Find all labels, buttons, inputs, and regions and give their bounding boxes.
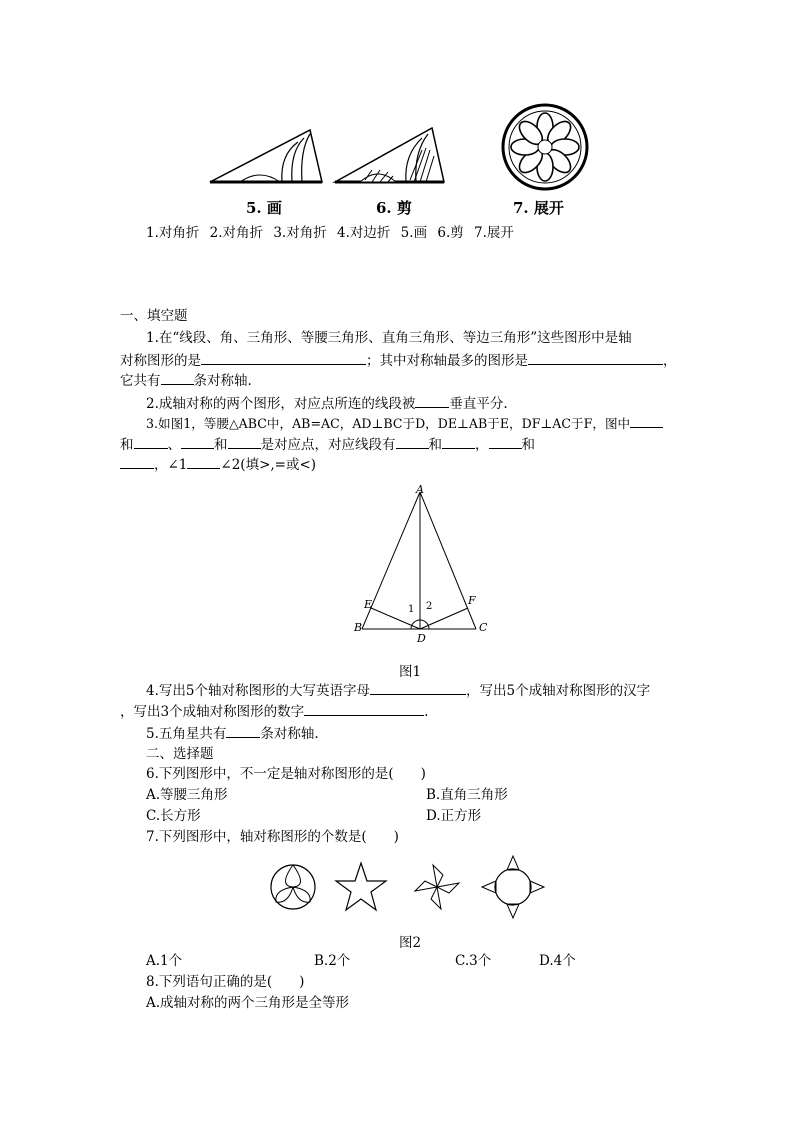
q3-text-f: 和 (428, 437, 442, 453)
q7-option-b[interactable]: B.2个 (314, 953, 351, 969)
q3-text-d: 和 (214, 437, 228, 453)
q3-text-a: 3.如图1，等腰△ABC中，AB=AC，AD⊥BC于D，DE⊥AB于E，DF⊥AC于F，图中 (146, 416, 631, 431)
q3-blank2[interactable] (134, 434, 168, 449)
q3-text-b: 和 (120, 437, 134, 453)
label-e: E (364, 598, 373, 611)
q3-blank9[interactable] (187, 454, 220, 469)
star-shape (336, 863, 386, 910)
q7-option-c[interactable]: C.3个 (455, 953, 492, 969)
q1-text-d: 它共有 (120, 373, 161, 389)
q3-blank8[interactable] (120, 454, 154, 469)
label-c: C (479, 621, 488, 634)
figure-1-triangle (340, 480, 500, 645)
q1-blank2[interactable] (528, 350, 663, 365)
q5-blank[interactable] (226, 723, 260, 738)
q5-line (146, 723, 319, 744)
label-b: B (354, 621, 363, 634)
q4-text-b: ，写出5个成轴对称图形的汉字 (465, 683, 651, 699)
q3-blank3[interactable] (181, 434, 214, 449)
q1-text-b: ；其中对称轴最多的图形是 (366, 353, 528, 369)
q4-blank2[interactable] (304, 701, 424, 716)
q6-option-c[interactable]: C.长方形 (146, 808, 201, 824)
section2-title: 二、选择题 (146, 746, 214, 762)
caption-cut: 6. 剪 (376, 199, 412, 217)
figure-2-caption: 图2 (399, 935, 422, 951)
caption-unfold: 7. 展开 (513, 199, 564, 217)
q7-option-d[interactable]: D.4个 (539, 953, 576, 969)
q1-text-e: 条对称轴. (193, 373, 252, 389)
three-petal-circle-shape (271, 865, 315, 909)
label-d: D (417, 632, 426, 645)
q3-line1 (146, 413, 663, 434)
q4-text-a: 4.写出5个轴对称图形的大写英语字母 (146, 683, 370, 699)
q1-text-a: 对称图形的是 (120, 353, 201, 369)
q2-text-a: 2.成轴对称的两个图形，对应点所连的线段被 (146, 396, 416, 412)
q3-blank5[interactable] (396, 434, 429, 449)
q6-option-b[interactable]: B.直角三角形 (426, 787, 508, 803)
q4-line2 (120, 701, 428, 722)
q7-option-a[interactable]: A.1个 (146, 953, 183, 969)
q3-text-e: 是对应点，对应线段有 (260, 437, 396, 453)
q3-blank4[interactable] (228, 434, 261, 449)
q2-text-b: 垂直平分. (449, 396, 508, 412)
q1-blank3[interactable] (161, 370, 194, 385)
q6-stem: 6.下列图形中，不一定是轴对称图形的是( ) (146, 766, 426, 782)
q1-line3 (120, 370, 252, 391)
q4-text-c: ，写出3个成轴对称图形的数字 (120, 704, 305, 720)
q5-text-a: 5.五角星共有 (146, 726, 227, 742)
q3-text-c: 、 (167, 437, 181, 453)
unfolded-flower-figure (503, 105, 587, 189)
q4-text-d: . (424, 704, 429, 720)
q8-option-a[interactable]: A.成轴对称的两个三角形是全等形 (146, 995, 350, 1011)
q3-blank1[interactable] (630, 413, 663, 428)
angle-2-label: 2 (426, 601, 433, 612)
q5-text-b: 条对称轴. (260, 726, 319, 742)
fold-steps-text: 1.对角折 2.对角折 3.对角折 4.对边折 5.画 6.剪 7.展开 (146, 225, 514, 241)
q3-blank7[interactable] (489, 434, 522, 449)
q1-line1: 1.在“线段、角、三角形、等腰三角形、直角三角形、等边三角形”这些图形中是轴 (146, 330, 632, 346)
q3-line3 (120, 454, 316, 475)
q6-option-a[interactable]: A.等腰三角形 (146, 787, 228, 803)
angle-1-label: 1 (408, 604, 415, 615)
q6-option-d[interactable]: D.正方形 (426, 808, 482, 824)
caption-draw: 5. 画 (246, 199, 282, 217)
circle-with-spikes-shape (482, 856, 544, 918)
q2-line (146, 393, 508, 414)
fold-cut-figure (335, 128, 444, 182)
q3-text-h: 和 (521, 437, 535, 453)
section1-title: 一、填空题 (120, 308, 188, 324)
pinwheel-shape (415, 865, 459, 909)
q1-blank1[interactable] (201, 350, 366, 365)
q7-stem: 7.下列图形中，轴对称图形的个数是( ) (146, 829, 399, 845)
q4-blank1[interactable] (370, 680, 466, 695)
q3-blank6[interactable] (442, 434, 475, 449)
fold-draw-figure (210, 130, 322, 182)
q2-blank[interactable] (415, 393, 449, 408)
q3-text-g: ， (475, 437, 489, 453)
q1-text-c: ， (663, 353, 677, 369)
q4-line1 (146, 680, 650, 701)
label-a: A (416, 483, 424, 496)
q1-line2 (120, 350, 677, 371)
label-f: F (468, 594, 476, 607)
q3-text-i: ，∠1 (154, 457, 188, 473)
q3-line2 (120, 434, 535, 455)
figure-2-shapes (262, 850, 562, 925)
figure-1-caption: 图1 (399, 664, 422, 680)
q3-text-j: ∠2(填>,=或<) (220, 457, 317, 473)
q8-stem: 8.下列语句正确的是( ) (146, 974, 305, 990)
